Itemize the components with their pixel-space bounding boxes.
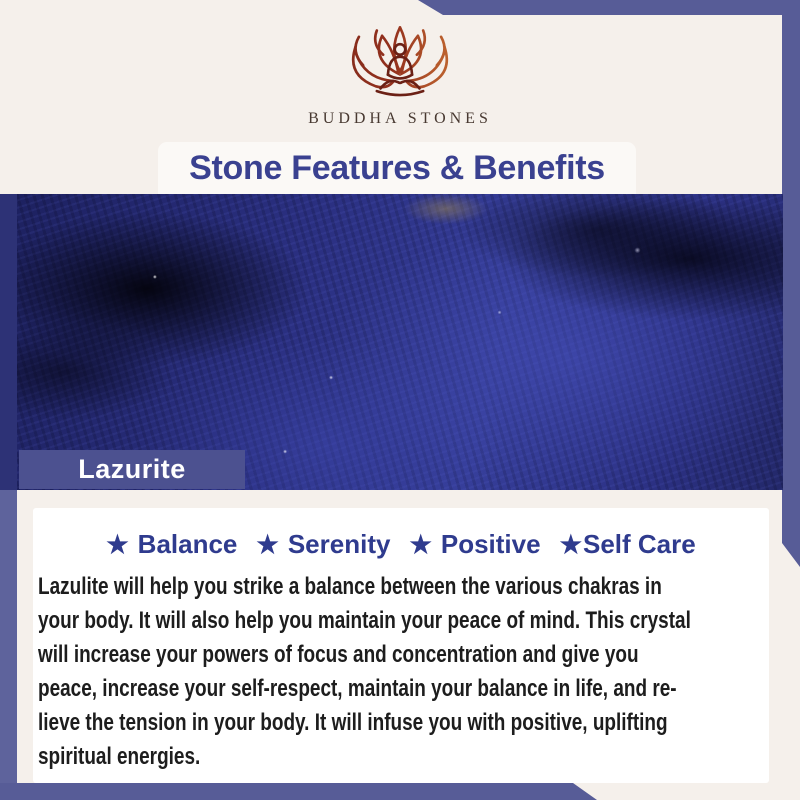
benefit-item: [560, 529, 696, 560]
benefit-label: Positive: [440, 529, 541, 559]
description-line: lieve the tension in your body. It will infuse you with positive, uplifting: [38, 709, 668, 736]
benefit-label: Self Care: [583, 529, 696, 559]
description-line: will increase your powers of focus and concentration and give you: [38, 641, 639, 668]
brand-name: BUDDHA STONES: [308, 110, 492, 127]
description-line: your body. It will also help you maintain your peace of mind. This crystal: [38, 607, 691, 634]
benefit-item: [106, 529, 237, 560]
title-band: [158, 142, 636, 194]
star-icon: ★: [106, 530, 129, 559]
stone-name-banner: [19, 450, 245, 489]
lazurite-stone-photo: [17, 194, 783, 490]
star-icon: ★: [559, 530, 582, 559]
benefits-row: [33, 529, 769, 560]
star-icon: ★: [256, 530, 279, 559]
lotus-meditation-icon: [321, 22, 479, 118]
description-line: Lazulite will help you strike a balance between the various chakras in: [38, 573, 662, 600]
top-right-accent-band: [410, 0, 800, 15]
description-line: peace, increase your self-respect, maintain your balance in life, and re-: [38, 675, 677, 702]
benefit-item: [409, 529, 540, 560]
stone-name: Lazurite: [78, 454, 186, 484]
brand-logo: [0, 22, 800, 118]
stone-description: [38, 570, 769, 774]
left-accent-strip-light: [0, 490, 17, 800]
description-line: spiritual energies.: [38, 743, 201, 770]
star-icon: ★: [409, 530, 432, 559]
benefit-label: Balance: [137, 529, 238, 559]
benefit-label: Serenity: [287, 529, 391, 559]
left-accent-strip-dark: [0, 194, 17, 490]
bottom-accent-band: [0, 783, 597, 800]
page-title: Stone Features & Benefits: [189, 148, 605, 187]
benefit-item: [256, 529, 390, 560]
benefits-panel: [33, 508, 769, 783]
